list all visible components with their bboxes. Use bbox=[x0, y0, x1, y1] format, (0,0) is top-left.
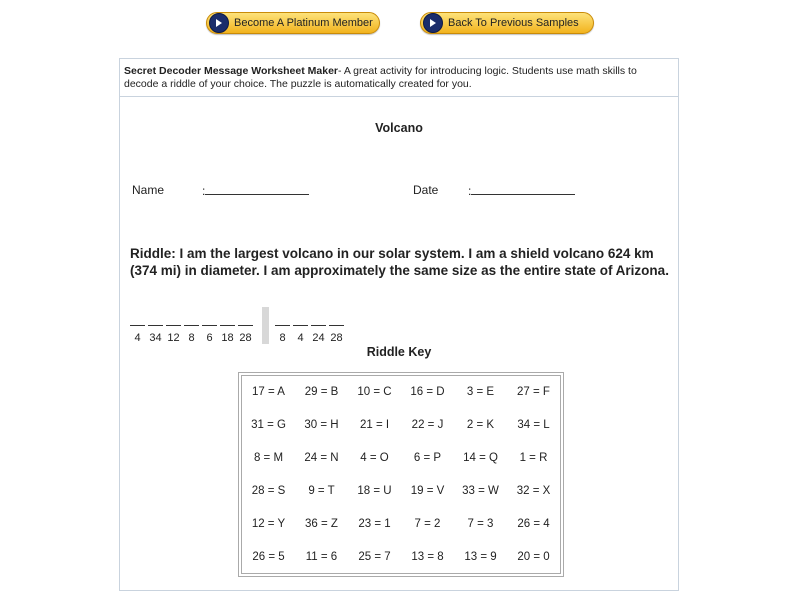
key-entry: 34 = L bbox=[517, 419, 550, 432]
cipher-number: 8 bbox=[188, 332, 195, 344]
answer-blank bbox=[184, 325, 199, 332]
key-entry: 24 = N bbox=[304, 452, 339, 465]
intro-title: Secret Decoder Message Worksheet Maker bbox=[124, 65, 338, 77]
cipher-cell bbox=[293, 325, 308, 344]
cipher-number: 8 bbox=[279, 332, 286, 344]
date-blank: : bbox=[468, 183, 575, 198]
riddle-key-title: Riddle Key bbox=[366, 345, 432, 359]
answer-blank bbox=[293, 325, 308, 332]
back-button-label: Back To Previous Samples bbox=[448, 17, 579, 29]
key-entry: 19 = V bbox=[410, 484, 445, 497]
key-entry: 6 = P bbox=[413, 452, 442, 465]
cipher-cell bbox=[184, 325, 199, 344]
name-label: Name bbox=[132, 183, 165, 197]
answer-blank bbox=[202, 325, 217, 332]
answer-blank bbox=[148, 325, 163, 332]
key-entry: 29 = B bbox=[304, 386, 339, 399]
key-entry: 7 = 3 bbox=[467, 517, 494, 530]
cipher-cell bbox=[220, 325, 235, 344]
key-entry: 4 = O bbox=[360, 452, 389, 465]
cipher-cell bbox=[202, 325, 217, 344]
worksheet-panel bbox=[119, 58, 679, 591]
key-entry: 33 = W bbox=[462, 484, 499, 497]
cipher-number: 4 bbox=[134, 332, 141, 344]
key-entry: 13 = 9 bbox=[464, 550, 497, 563]
cipher-cell bbox=[166, 325, 181, 344]
key-entry: 28 = S bbox=[251, 484, 286, 497]
worksheet-title: Volcano bbox=[375, 121, 423, 135]
cipher-puzzle bbox=[130, 307, 347, 344]
riddle-text: Riddle: I am the largest volcano in our solar system. I am a shield volcano 624 km (374 mi) in diameter. I am approximately the same size as the entire state of Arizona. bbox=[130, 246, 669, 278]
key-entry: 7 = 2 bbox=[414, 517, 441, 530]
key-entry: 25 = 7 bbox=[358, 550, 391, 563]
back-to-samples-button[interactable] bbox=[420, 12, 594, 34]
key-entry: 13 = 8 bbox=[411, 550, 444, 563]
intro-description bbox=[120, 59, 678, 97]
answer-blank bbox=[238, 325, 253, 332]
answer-blank bbox=[275, 325, 290, 332]
word-separator bbox=[262, 307, 269, 344]
cipher-number: 34 bbox=[149, 332, 162, 344]
key-entry: 20 = 0 bbox=[517, 550, 550, 563]
key-entry: 27 = F bbox=[517, 386, 550, 399]
key-entry: 23 = 1 bbox=[358, 517, 391, 530]
key-entry: 17 = A bbox=[252, 386, 285, 399]
key-entry: 18 = U bbox=[357, 484, 392, 497]
answer-blank bbox=[220, 325, 235, 332]
platinum-button-label: Become A Platinum Member bbox=[234, 17, 373, 29]
answer-blank bbox=[311, 325, 326, 332]
cipher-cell bbox=[311, 325, 326, 344]
key-entry: 12 = Y bbox=[251, 517, 286, 530]
cipher-number: 18 bbox=[221, 332, 234, 344]
cipher-number: 6 bbox=[206, 332, 213, 344]
cipher-number: 28 bbox=[330, 332, 343, 344]
key-entry: 36 = Z bbox=[305, 517, 338, 530]
key-entry: 30 = H bbox=[304, 419, 339, 432]
key-entry: 14 = Q bbox=[463, 452, 498, 465]
cipher-cell bbox=[130, 325, 145, 344]
key-entry: 31 = G bbox=[251, 419, 286, 432]
play-icon bbox=[209, 13, 229, 33]
answer-blank bbox=[329, 325, 344, 332]
key-entry: 21 = I bbox=[359, 419, 390, 432]
name-blank: : bbox=[202, 183, 309, 198]
cipher-cell bbox=[238, 325, 253, 344]
key-entry: 11 = 6 bbox=[305, 550, 338, 563]
answer-blank bbox=[166, 325, 181, 332]
key-entry: 10 = C bbox=[357, 386, 392, 399]
cipher-cell bbox=[275, 325, 290, 344]
key-entry: 26 = 5 bbox=[252, 550, 285, 563]
key-entry: 9 = T bbox=[308, 484, 335, 497]
key-entry: 1 = R bbox=[519, 452, 548, 465]
cipher-number: 24 bbox=[312, 332, 325, 344]
date-label: Date bbox=[413, 183, 439, 197]
key-entry: 8 = M bbox=[253, 452, 284, 465]
key-entry: 22 = J bbox=[411, 419, 444, 432]
cipher-number: 4 bbox=[297, 332, 304, 344]
key-entry: 2 = K bbox=[466, 419, 495, 432]
key-entry: 26 = 4 bbox=[517, 517, 550, 530]
play-icon bbox=[423, 13, 443, 33]
cipher-number: 28 bbox=[239, 332, 252, 344]
cipher-cell bbox=[148, 325, 163, 344]
riddle-key-box bbox=[238, 372, 564, 577]
riddle-key-grid bbox=[241, 375, 561, 574]
key-entry: 16 = D bbox=[410, 386, 445, 399]
key-entry: 32 = X bbox=[516, 484, 551, 497]
key-entry: 3 = E bbox=[466, 386, 495, 399]
become-platinum-member-button[interactable] bbox=[206, 12, 380, 34]
cipher-number: 12 bbox=[167, 332, 180, 344]
cipher-cell bbox=[329, 325, 344, 344]
answer-blank bbox=[130, 325, 145, 332]
intro-text: - A great activity for introducing logic. Students use math skills to decode a riddle of your choice. The puzzle is automatically created for you. bbox=[124, 65, 637, 90]
